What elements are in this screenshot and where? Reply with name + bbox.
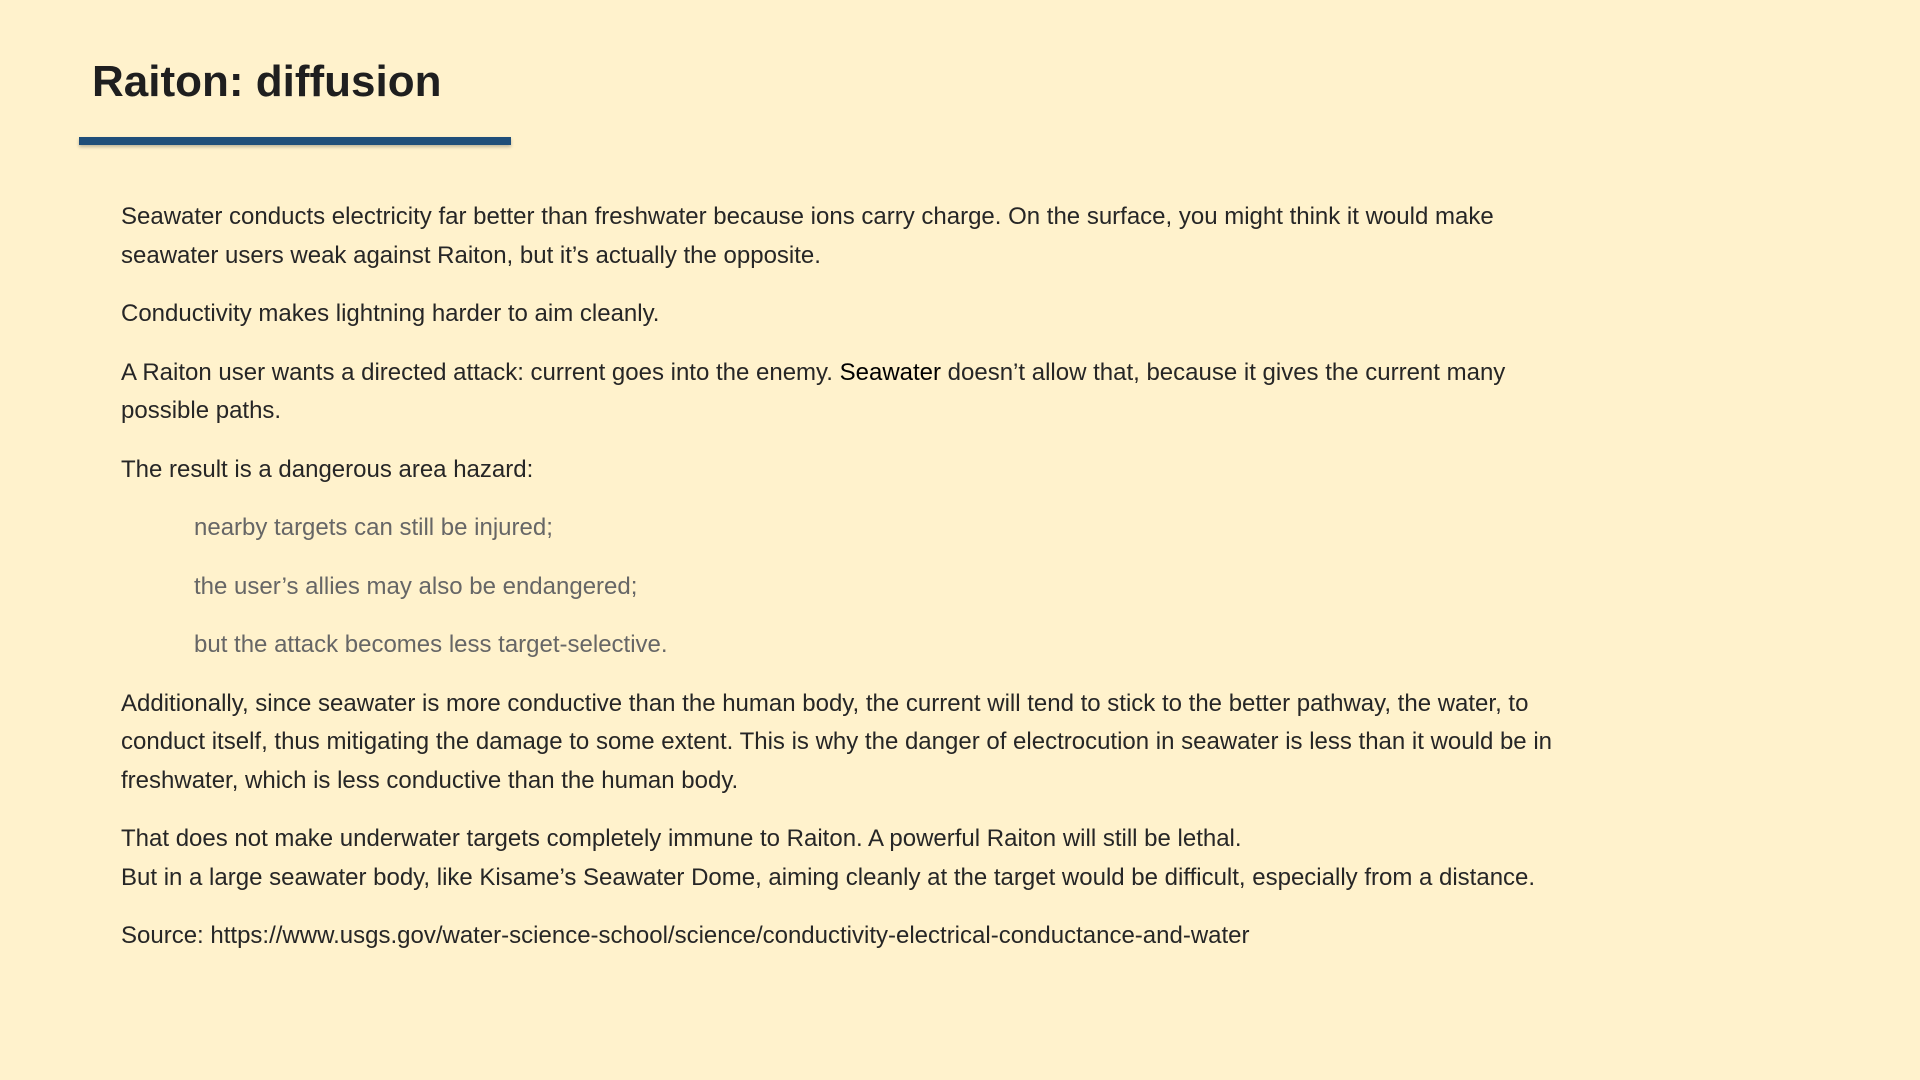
paragraph-human-body: Additionally, since seawater is more conductive than the human body, the current will tend to stick to the better pathway, the water, to conduct itself, thus mitigating the damage to some extent. This is why the danger of electrocution in seawater is less than it would be in freshwater, which is less conductive than the human body. <box>121 689 1552 794</box>
paragraph-not-immune-line-1: That does not make underwater targets completely immune to Raiton. A powerful Raiton will still be lethal. <box>121 825 1242 852</box>
paragraph-directed-attack <box>121 354 1561 431</box>
highlighted-word-seawater: Seawater <box>839 358 941 386</box>
slide-title: Raiton: diffusion <box>92 57 442 106</box>
source-citation: Source: https://www.usgs.gov/water-science-school/science/conductivity-electrical-conductance-and-water <box>121 922 1250 949</box>
list-item: but the attack becomes less target-selective. <box>194 631 668 658</box>
list-item: the user’s allies may also be endangered; <box>194 572 638 600</box>
slide-body <box>121 198 1561 976</box>
title-underline <box>79 137 511 145</box>
paragraph-conductivity: Conductivity makes lightning harder to aim cleanly. <box>121 300 660 327</box>
paragraph-not-immune-line-2: But in a large seawater body, like Kisame’s Seawater Dome, aiming cleanly at the target would be difficult, especially from a distance. <box>121 863 1536 891</box>
paragraph-seawater-conducts: Seawater conducts electricity far better than freshwater because ions carry charge. On the surface, you might think it would make seawater users weak against Raiton, but it’s actually the opposite. <box>121 203 1494 269</box>
paragraph-area-hazard: The result is a dangerous area hazard: <box>121 455 534 483</box>
list-item: nearby targets can still be injured; <box>194 514 553 541</box>
paragraph-directed-attack-start: A Raiton user wants a directed attack: current goes into the enemy. <box>121 358 840 386</box>
paragraph-not-immune <box>121 820 1561 897</box>
paragraph-directed-attack-end: doesn’t allow that, because it gives the current many possible paths. <box>121 358 1506 424</box>
